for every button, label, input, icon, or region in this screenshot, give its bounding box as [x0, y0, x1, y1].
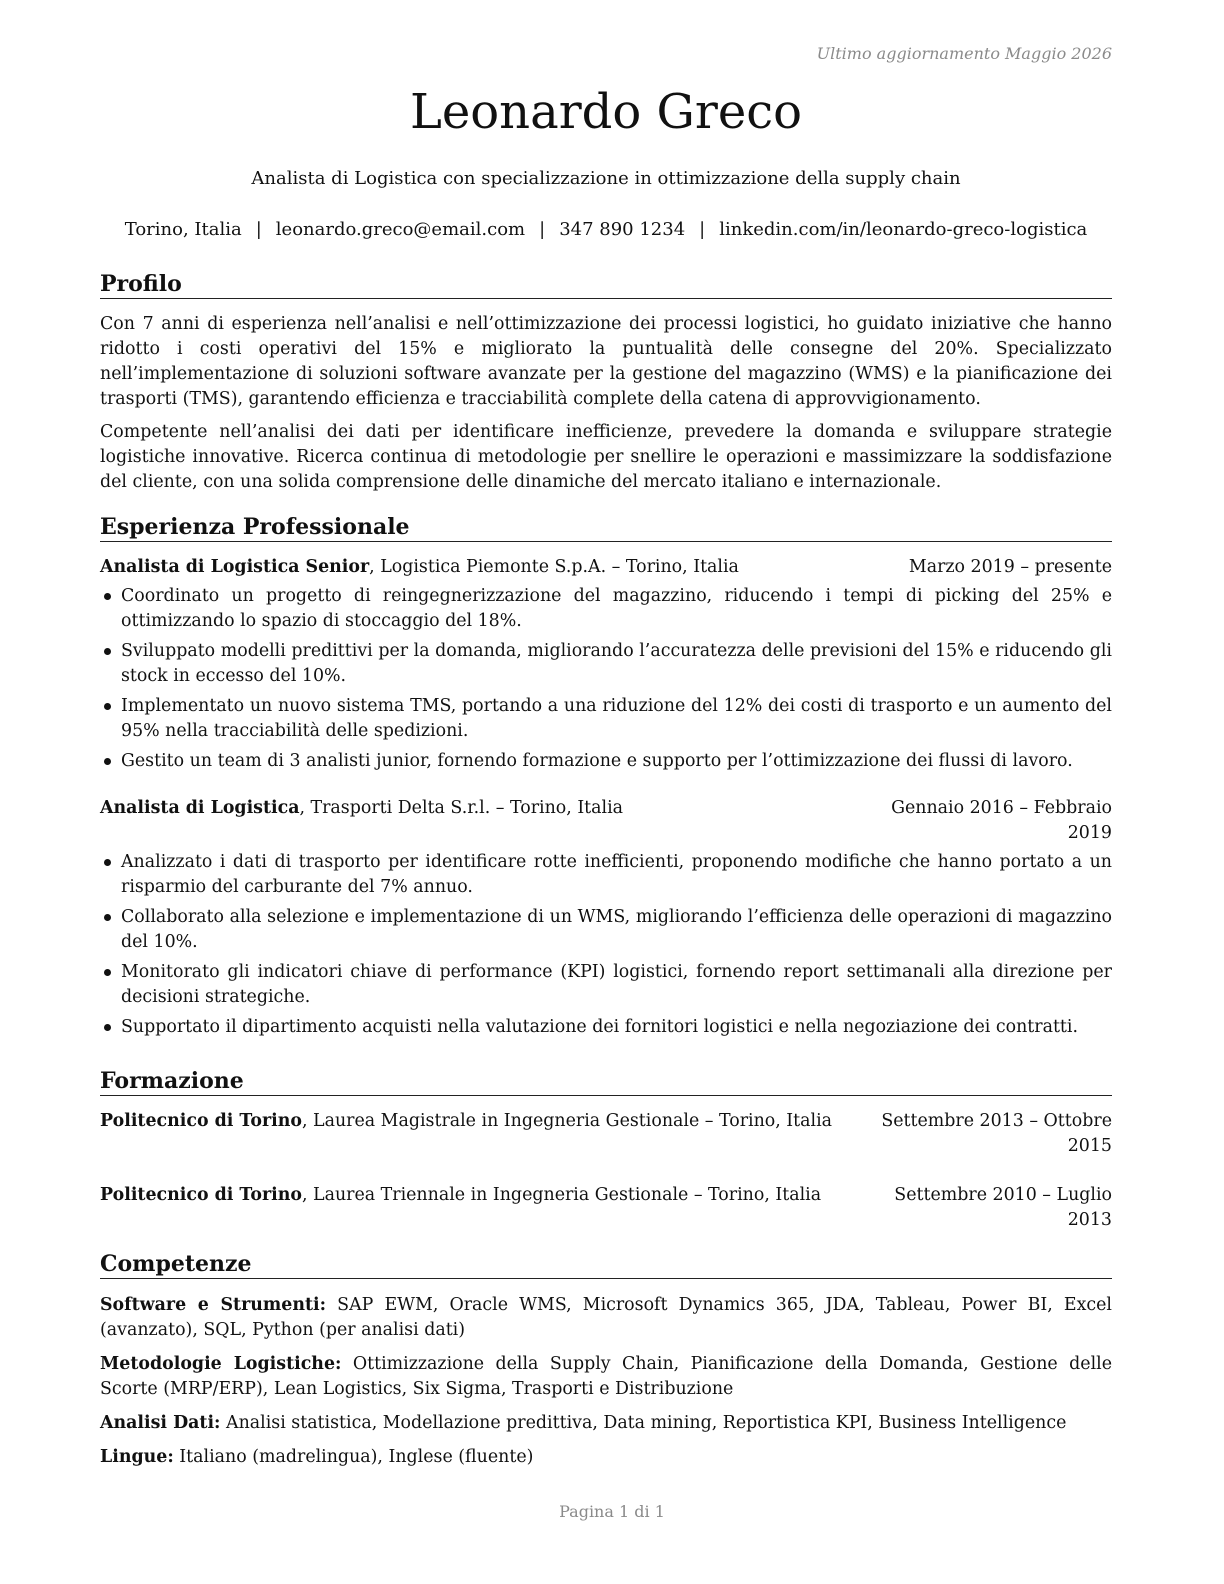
list-item: Gestito un team di 3 analisti junior, fornendo formazione e supporto per l’ottimizzazione dei flussi di lavoro. — [100, 749, 1112, 774]
education-section — [100, 1068, 1112, 1233]
contact-linkedin[interactable]: linkedin.com/in/leonardo-greco-logistica — [719, 219, 1088, 240]
education-date: Settembre 2010 – Luglio 2013 — [894, 1185, 1112, 1230]
skill-text: SAP EWM, Oracle WMS, Microsoft Dynamics 365, JDA, Tableau, Power BI, Excel (avanzato), SQL, Python (per analisi dati) — [100, 1295, 1112, 1340]
skill-label: Lingue: — [100, 1447, 174, 1467]
skill-label: Analisi Dati: — [100, 1413, 221, 1433]
job-bullets — [100, 850, 1112, 1040]
list-item: Collaborato alla selezione e implementazione di un WMS, migliorando l’efficienza delle operazioni di magazzino del 10%. — [100, 905, 1112, 955]
skills-section — [100, 1251, 1112, 1479]
list-item: Monitorato gli indicatori chiave di performance (KPI) logistici, fornendo report settimanali alla direzione per decisioni strategiche. — [100, 960, 1112, 1010]
job-entry — [100, 555, 1112, 774]
separator: | — [539, 219, 546, 240]
section-title-experience: Esperienza Professionale — [100, 514, 1112, 542]
degree: , Laurea Magistrale in Ingegneria Gestionale – Torino, Italia — [301, 1111, 833, 1131]
contact-location: Torino, Italia — [124, 219, 242, 240]
list-item: Analizzato i dati di trasporto per identificare rotte inefficienti, proponendo modifiche che hanno portato a un risparmio del carburante del 7% annuo. — [100, 850, 1112, 900]
page-number: Pagina 1 di 1 — [559, 1502, 665, 1521]
skill-row — [100, 1352, 1112, 1402]
skill-text: Italiano (madrelingua), Inglese (fluente) — [173, 1447, 534, 1467]
list-item: Sviluppato modelli predittivi per la domanda, migliorando l’accuratezza delle previsioni del 15% e riducendo gli stock in eccesso del 10%. — [100, 639, 1112, 689]
experience-section — [100, 514, 1112, 1045]
job-header — [100, 555, 1112, 580]
job-company: , Trasporti Delta S.r.l. – Torino, Italia — [299, 798, 624, 818]
skill-label: Metodologie Logistiche: — [100, 1354, 342, 1374]
profile-paragraph: Con 7 anni di esperienza nell’analisi e nell’ottimizzazione dei processi logistici, ho guidato iniziative che hanno ridotto i costi operativi del 15% e migliorato la puntualità delle consegne del 20%. Specializzato nell’implementazione di soluzioni software avanzate per la gestione del magazzino (WMS) e la pianificazione dei trasporti (TMS), garantendo efficienza e tracciabilità complete della catena di approvvigionamento. — [100, 314, 1112, 409]
job-role: Analista di Logistica — [100, 798, 300, 818]
tagline: Analista di Logistica con specializzazione in ottimizzazione della supply chain — [251, 168, 961, 189]
job-role: Analista di Logistica Senior — [100, 557, 370, 577]
separator: | — [255, 219, 262, 240]
skill-row — [100, 1293, 1112, 1343]
contact-phone: 347 890 1234 — [559, 219, 686, 240]
contact-email[interactable]: leonardo.greco@email.com — [275, 219, 526, 240]
list-item: Coordinato un progetto di reingegnerizzazione del magazzino, riducendo i tempi di picking del 25% e ottimizzando lo spazio di stoccaggio del 18%. — [100, 584, 1112, 634]
school-name: Politecnico di Torino — [100, 1111, 302, 1131]
list-item: Implementato un nuovo sistema TMS, portando a una riduzione del 12% dei costi di trasporto e un aumento del 95% nella tracciabilità delle spedizioni. — [100, 694, 1112, 744]
job-date: Marzo 2019 – presente — [908, 557, 1112, 577]
school-name: Politecnico di Torino — [100, 1185, 302, 1205]
profile-paragraph: Competente nell’analisi dei dati per identificare inefficienze, prevedere la domanda e sviluppare strategie logistiche innovative. Ricerca continua di metodologie per snellire le operazioni e massimizzare la soddisfazione del cliente, con una solida comprensione delle dinamiche del mercato italiano e internazionale. — [100, 422, 1112, 492]
skill-text: Analisi statistica, Modellazione predittiva, Data mining, Reportistica KPI, Business Intelligence — [220, 1413, 1067, 1433]
list-item: Supportato il dipartimento acquisti nella valutazione dei fornitori logistici e nella negoziazione dei contratti. — [100, 1015, 1112, 1040]
job-company: , Logistica Piemonte S.p.A. – Torino, Italia — [369, 557, 739, 577]
education-entry — [100, 1109, 1112, 1159]
skill-label: Software e Strumenti: — [100, 1295, 327, 1315]
candidate-name: Leonardo Greco — [409, 84, 802, 140]
section-title-education: Formazione — [100, 1068, 1112, 1096]
education-entry — [100, 1183, 1112, 1233]
education-date: Settembre 2013 – Ottobre 2015 — [881, 1111, 1112, 1156]
job-entry — [100, 796, 1112, 1040]
profile-section — [100, 271, 1112, 495]
skill-row — [100, 1411, 1112, 1436]
skill-text: Ottimizzazione della Supply Chain, Pianificazione della Domanda, Gestione delle Scorte (MRP/ERP), Lean Logistics, Six Sigma, Trasporti e Distribuzione — [100, 1354, 1112, 1399]
job-date: Gennaio 2016 – Febbraio 2019 — [891, 798, 1112, 843]
last-updated: Ultimo aggiornamento Maggio 2026 — [816, 44, 1112, 63]
section-title-profile: Profilo — [100, 271, 1112, 299]
skill-row — [100, 1445, 1112, 1470]
degree: , Laurea Triennale in Ingegneria Gestionale – Torino, Italia — [301, 1185, 822, 1205]
job-bullets — [100, 584, 1112, 774]
separator: | — [699, 219, 706, 240]
contact-line — [100, 219, 1112, 240]
section-title-skills: Competenze — [100, 1251, 1112, 1279]
job-header — [100, 796, 1112, 846]
